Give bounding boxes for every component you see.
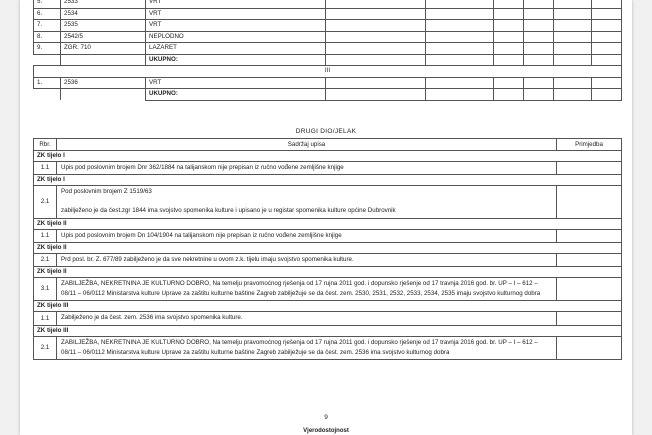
row-number: 1. — [34, 77, 61, 89]
entry-note — [557, 312, 622, 325]
land-type: VRT — [146, 77, 326, 89]
group-title: ZK tijelo II — [34, 218, 622, 229]
entry-note — [557, 336, 622, 359]
group-title-row — [34, 151, 622, 162]
entry-text: Upis pod poslovnim brojem Dn 104/1904 na talijanskom nije prepisan iz ručno vođene zemljišne knjige — [57, 229, 557, 242]
group-title-row — [34, 175, 622, 186]
cadastral-number: 2533 — [61, 0, 146, 8]
row-number: 8. — [34, 31, 61, 43]
entry-row — [34, 278, 622, 301]
entry-note — [557, 162, 622, 175]
land-type: VRT — [146, 8, 326, 20]
section-title: DRUGI DIO/JELAK — [295, 128, 357, 135]
entry-text: Zabilježeno je da čest. zem. 2536 ima svojstvo spomenika kulture. — [57, 312, 557, 325]
entry-text: Pod poslovnim brojem Z 1519/63 zabilježeno je da čest.zgr 1844 ima svojstvo spomenika kulture i upisano je u registar spomenika kulture općine Dubrovnik — [57, 186, 557, 218]
entry-number: 1.1 — [34, 312, 57, 325]
total-label: UKUPNO: — [146, 89, 326, 101]
group-title-row — [34, 301, 622, 312]
entry-text: Upis pod poslovnim brojem Dnr 362/1884 na talijanskom nije prepisan iz ručno vođene zemljišne knjige — [57, 162, 557, 175]
entry-number: 2.1 — [34, 253, 57, 266]
cadastral-number: 2535 — [61, 20, 146, 32]
header-note: Primjedba — [557, 139, 622, 151]
group-title: ZK tijelo II — [34, 242, 622, 253]
cadastral-number: 2534 — [61, 8, 146, 20]
cadastral-number: 2542/5 — [61, 31, 146, 43]
entry-row — [34, 186, 622, 218]
header-content: Sadržaj upisa — [57, 139, 557, 151]
property-table — [33, 0, 622, 101]
entry-number: 2.1 — [34, 186, 57, 218]
land-type: LAZARET — [146, 43, 326, 55]
entry-note — [557, 186, 622, 218]
total-label: UKUPNO: — [146, 54, 326, 66]
cadastral-number: ZGR. 710 — [61, 43, 146, 55]
property-table-body — [34, 0, 622, 100]
group-title-row — [34, 267, 622, 278]
table-row — [34, 31, 622, 43]
entry-note — [557, 278, 622, 301]
table-row — [34, 20, 622, 32]
group-title: ZK tijelo III — [34, 325, 622, 336]
row-number: 6. — [34, 8, 61, 20]
land-type: VRT — [146, 20, 326, 32]
entry-note — [557, 229, 622, 242]
entries-table — [33, 138, 622, 360]
entries-header-row — [34, 139, 622, 151]
entry-number: 3.1 — [34, 278, 57, 301]
entry-text: ZABILJEŽBA, NEKRETNINA JE KULTURNO DOBRO, Na temelju pravomoćnog rješenja od 17 rujna 2011 god. i dopunsko rješenje od 17 travnja 2016 god. br. UP – I – 612 – 08/11 – 06/0112 Ministarstva kulture Uprave za zaštitu kulturne baštine Zagreb zabilježuje se da čest. zem. 2536 ima svojstvo kulturnog dobra — [57, 336, 557, 359]
entry-row — [34, 229, 622, 242]
group-title-row — [34, 325, 622, 336]
table-row — [34, 43, 622, 55]
entry-row — [34, 336, 622, 359]
group-title: ZK tijelo I — [34, 151, 622, 162]
row-number: 7. — [34, 20, 61, 32]
entry-number: 1.1 — [34, 162, 57, 175]
entry-number: 2.1 — [34, 336, 57, 359]
row-number: 9. — [34, 43, 61, 55]
entry-note — [557, 253, 622, 266]
total-row — [34, 89, 622, 101]
section-roman-row — [34, 66, 622, 78]
document-page — [20, 0, 632, 435]
table-row — [34, 77, 622, 89]
group-title: ZK tijelo II — [34, 267, 622, 278]
total-row — [34, 54, 622, 66]
page-number: 9 — [324, 414, 328, 421]
entry-row — [34, 162, 622, 175]
roman-numeral-label: III — [34, 66, 622, 78]
group-title: ZK tijelo I — [34, 175, 622, 186]
group-title-row — [34, 218, 622, 229]
table-row — [34, 8, 622, 20]
entry-number: 1.1 — [34, 229, 57, 242]
entry-row — [34, 253, 622, 266]
footer-subtitle: Vjerodostojnost — [303, 428, 349, 434]
group-title: ZK tijelo III — [34, 301, 622, 312]
row-number: 5. — [34, 0, 61, 8]
entry-text: Prd posl. br. Z. 677/89 zabilježeno je da sve nekretnine u ovom z.k. tijelu imaju svojstvo spomenika kulture. — [57, 253, 557, 266]
entry-text: ZABILJEŽBA, NEKRETNINA JE KULTURNO DOBRO, Na temelju pravomoćnog rješenja od 17 rujna 2011 god. i dopunsko rješenje od 17 travnja 2016 god. br. UP – I – 612 – 08/11 – 06/0112 Ministarstva kulture Uprave za zaštitu kulturne baštine Zagreb zabilježuje se da čest. zem. 2530, 2531, 2532, 2533, 2534, 2535 imaju svojstvo kulturnog dobra — [57, 278, 557, 301]
header-number: Rbr. — [34, 139, 57, 151]
table-row — [34, 0, 622, 8]
land-type: VRT — [146, 0, 326, 8]
entry-row — [34, 312, 622, 325]
land-type: NEPLODNO — [146, 31, 326, 43]
group-title-row — [34, 242, 622, 253]
cadastral-number: 2536 — [61, 77, 146, 89]
